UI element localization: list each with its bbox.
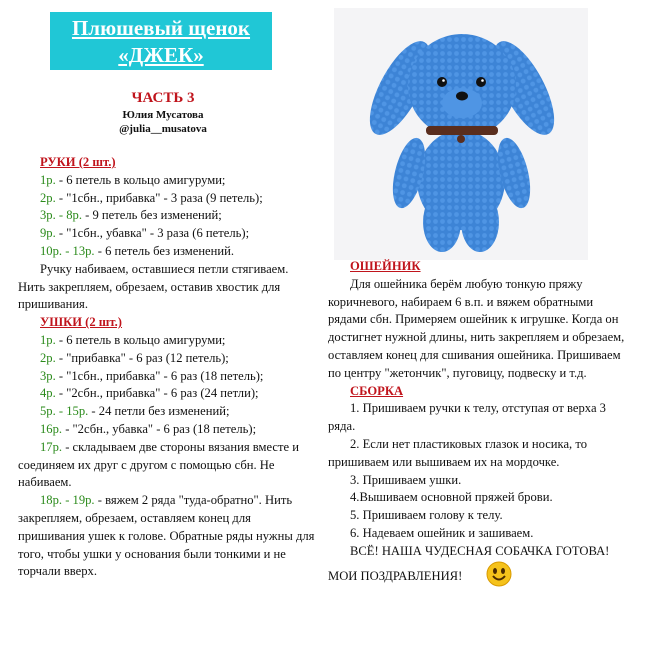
row-number: 1р. xyxy=(40,332,56,347)
title-banner xyxy=(50,12,272,70)
row-number: 4р. xyxy=(40,386,56,401)
assembly-heading: СБОРКА xyxy=(350,383,404,398)
ears-heading: УШКИ (2 шт.) xyxy=(40,315,123,330)
row-number: 9р. xyxy=(40,226,56,241)
row-text: - вяжем 2 ряда "туда-обратно". Нить закрепляем, обрезаем, оставляем конец для пришивания ушек к голове. Обратные ряды нужны для того, чтобы ушки у основания были тонкими и не торчали вверх. xyxy=(18,493,315,579)
title-line-2: «ДЖЕК» xyxy=(118,43,204,67)
ears-row xyxy=(18,332,318,350)
ears-row xyxy=(18,439,318,492)
row-text: - 9 петель без изменений; xyxy=(81,208,222,223)
assembly-step: 5. Пришиваем голову к телу. xyxy=(350,508,503,523)
arms-row xyxy=(18,172,318,190)
row-number: 2р. xyxy=(40,190,56,205)
arms-row xyxy=(18,207,318,225)
row-text: - 24 петли без изменений; xyxy=(88,404,230,419)
ears-row xyxy=(18,403,318,421)
row-text: - 6 петель в кольцо амигуруми; xyxy=(55,332,226,347)
ears-row xyxy=(18,421,318,439)
final-message xyxy=(328,543,628,593)
row-text: - "1сбн., прибавка" - 3 раза (9 петель); xyxy=(55,190,263,205)
row-number: 1р. xyxy=(40,172,56,187)
assembly-step: 6. Надеваем ошейник и зашиваем. xyxy=(350,525,534,540)
final-text: ВСЁ! НАША ЧУДЕСНАЯ СОБАЧКА ГОТОВА! МОИ ПОЗДРАВЛЕНИЯ! xyxy=(328,543,610,583)
smiley-face-icon xyxy=(464,561,512,593)
author-handle: @julia__musatova xyxy=(119,123,207,135)
row-text: - "2сбн., убавка" - 6 раз (18 петель); xyxy=(62,421,257,436)
assembly-step: 2. Если нет пластиковых глазок и носика, то пришиваем или вышиваем их на мордочке. xyxy=(328,436,587,469)
assembly-step: 1. Пришиваем ручки к телу, отступая от верха 3 ряда. xyxy=(328,401,606,434)
collar-text: Для ошейника берём любую тонкую пряжу коричневого, набираем 6 в.п. и вяжем обратными рядами сбн. Примеряем ошейник к игрушке. Когда он достигнет нужной длины, нить закрепляем и обрезаем, оставляем конец для сшивания ошейника. Пришиваем по центру "жетончик", пуговицу, подвеску и т.д. xyxy=(328,276,625,380)
author-block xyxy=(88,108,238,136)
assembly-step: 3. Пришиваем ушки. xyxy=(350,472,462,487)
row-text: - "2сбн., прибавка" - 6 раз (24 петли); xyxy=(55,386,259,401)
row-text: - 6 петель в кольцо амигуруми; xyxy=(55,172,226,187)
assembly-step: 4.Вышиваем основной пряжей брови. xyxy=(350,490,553,505)
ears-row xyxy=(18,368,318,386)
row-text: - "1сбн., прибавка" - 6 раз (18 петель); xyxy=(55,368,264,383)
row-number: 17р. xyxy=(40,439,63,454)
row-number: 2р. xyxy=(40,350,56,365)
arms-row xyxy=(18,243,318,261)
row-number: 5р. - 15р. xyxy=(40,404,89,419)
arms-note: Ручку набиваем, оставшиеся петли стягиваем. Нить закрепляем, обрезаем, оставив хвостик для пришивания. xyxy=(18,261,289,312)
row-text: - складываем две стороны вязания вместе и соединяем их друг с другом с помощью сбн. Не набиваем. xyxy=(18,439,299,490)
row-text: - "1сбн., убавка" - 3 раза (6 петель); xyxy=(55,226,250,241)
part-label: ЧАСТЬ 3 xyxy=(131,90,195,106)
title-line-1: Плюшевый щенок xyxy=(71,16,251,40)
ears-row xyxy=(18,350,318,368)
puppy-illustration xyxy=(334,8,588,260)
arms-row xyxy=(18,225,318,243)
ears-row xyxy=(18,385,318,403)
row-text: - "прибавка" - 6 раз (12 петель); xyxy=(55,350,229,365)
author-name: Юлия Мусатова xyxy=(122,109,204,121)
row-number: 10р. - 13р. xyxy=(40,243,95,258)
right-column xyxy=(328,258,628,592)
row-number: 3р. xyxy=(40,368,56,383)
left-column xyxy=(18,154,318,581)
arms-row xyxy=(18,190,318,208)
ears-row xyxy=(18,492,318,581)
row-number: 18р. - 19р. xyxy=(40,493,95,508)
row-number: 3р. - 8р. xyxy=(40,208,82,223)
collar-heading: ОШЕЙНИК xyxy=(350,259,421,273)
row-text: - 6 петель без изменений. xyxy=(94,243,235,258)
row-number: 16р. xyxy=(40,421,63,436)
arms-heading: РУКИ (2 шт.) xyxy=(40,155,116,169)
toy-photo xyxy=(334,8,588,260)
